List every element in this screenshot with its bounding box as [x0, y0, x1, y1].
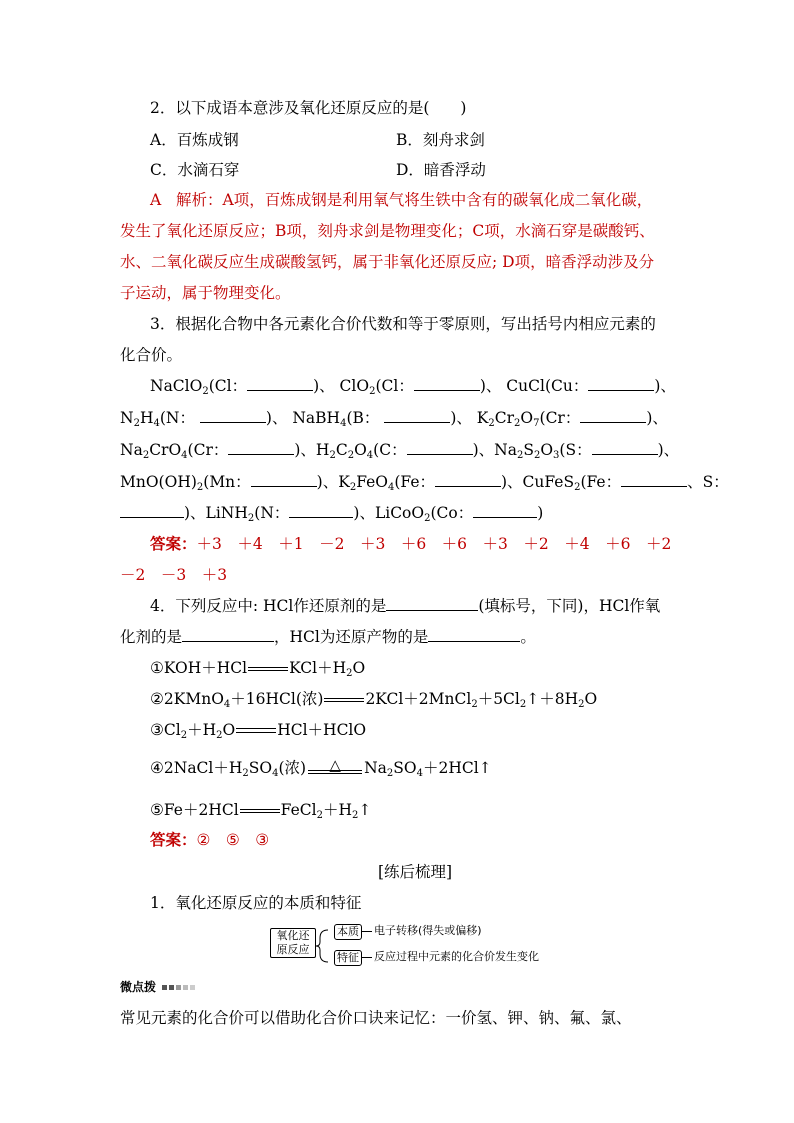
tip-square-icon — [183, 985, 188, 990]
q3-formula-row1: NaClO$_2$(Cl： )、 ClO$_2$(Cl： )、 CuCl(Cu： )、 — [150, 377, 676, 397]
heat-condition-icon: △ — [306, 759, 364, 779]
q4-reaction-4: $④2NaCl+H_2SO_4$(浓) △ $Na_2SO_4+2HCl↑$ — [150, 756, 492, 779]
q2-option-a: A．百炼成钢 — [150, 131, 239, 149]
tip-text: 常见元素的化合价可以借助化合价口诀来记忆：一价氢、钾、钠、氟、氯、 — [120, 1009, 632, 1027]
q2-option-c: C．水滴石穿 — [150, 161, 240, 179]
q3-answer-label: 答案： — [150, 534, 197, 553]
q4-answer — [150, 830, 269, 850]
q2-option-d: D．暗香浮动 — [396, 161, 486, 179]
q4-stem-part4: ，HCl为还原产物的是 — [274, 628, 429, 646]
q3-answer-line2: －2 －3 ＋3 — [120, 566, 228, 584]
tip-square-icon — [162, 985, 167, 990]
q4-reaction-5: ⑤Fe＋2HCl $FeCl_2+H_2↑$ — [150, 801, 372, 821]
q4-reaction-3: $③Cl_2+H_2O$ HCl＋HClO — [150, 721, 367, 741]
diagram-essence-desc: 电子转移(得失或偏移) — [374, 924, 482, 937]
diagram-feature-desc: 反应过程中元素的化合价发生变化 — [374, 950, 539, 963]
q2-answer-letter: A — [150, 191, 162, 209]
tip-label: 微点拨 — [120, 980, 157, 994]
q4-stem-line1 — [150, 596, 660, 616]
q3-answer-values-1: ＋3 ＋4 ＋1 －2 ＋3 ＋6 ＋6 ＋3 ＋2 ＋4 ＋6 ＋2 — [196, 535, 672, 553]
diagram-root-line1: 氧化还 — [276, 929, 310, 942]
q2-analysis-text-1: ：A项，百炼成钢是利用氧气将生铁中含有的碳氧化成二氧化碳， — [207, 191, 653, 209]
q3-formula-row4: $MnO(OH)_2(Mn$： )、$K_2FeO_4(Fe$： )、CuFeS$_2$(Fe： 、S： — [120, 473, 729, 493]
diagram-feature-connector — [362, 957, 372, 958]
q2-analysis-line3: 水、二氧化碳反应生成碳酸氢钙，属于非氧化还原反应; D项，暗香浮动涉及分 — [120, 253, 655, 271]
diagram-brace-icon — [314, 924, 336, 968]
tip-square-icon — [176, 985, 181, 990]
q4-stem-part1: 4．下列反应中: HCl作还原剂的是 — [150, 597, 387, 615]
q4-reaction-1: ①KOH＋HCl $KCl+H_2O$ — [150, 659, 366, 679]
diagram-essence-connector — [362, 931, 372, 932]
q4-answer-values: ② ⑤ ③ — [196, 831, 270, 849]
review-title: [练后梳理] — [378, 863, 453, 881]
tip-header — [120, 978, 195, 995]
q3-stem-line2: 化合价。 — [120, 346, 183, 364]
diagram-feature-box: 特征 — [334, 950, 362, 966]
q2-analysis-line2: 发生了氧化还原反应；B项，刻舟求剑是物理变化；C项，水滴石穿是碳酸钙、 — [120, 222, 655, 240]
q4-stem-part5: 。 — [520, 628, 536, 646]
q3-stem-line1: 3．根据化合物中各元素化合价代数和等于零原则，写出括号内相应元素的 — [150, 315, 656, 333]
q2-analysis-line4: 子运动，属于物理变化。 — [120, 284, 291, 302]
q4-stem-part2: (填标号，下同)，HCl作氧 — [478, 597, 661, 615]
q3-formula-row3: $Na_2CrO_4(Cr$： )、$H_2C_2O_4(C$： )、$Na_2S_2O_3(S$： )、 — [120, 441, 680, 461]
diagram-essence-box: 本质 — [334, 924, 362, 940]
concept-diagram — [270, 924, 570, 968]
q3-formula-row2: $N_2H_4(N$： )、 NaBH$_4$(B： )、 $K_2Cr_2O_7(Cr$： )、 — [120, 409, 668, 429]
q4-stem-line2 — [120, 627, 536, 647]
diagram-root — [270, 928, 316, 958]
q4-stem-part3: 化剂的是 — [120, 628, 183, 646]
q3-formula-row5: )、LiNH$_2$(N： )、LiCoO$_2$(Co： ) — [120, 503, 543, 523]
diagram-root-line2: 原反应 — [276, 943, 310, 956]
q4-reaction-2: ②2KMnO$_4$＋16HCl(浓) $2KCl+2MnCl_2+5Cl_2↑+8H_2O$ — [150, 690, 598, 710]
q2-analysis-line1 — [150, 190, 652, 210]
q4-answer-label: 答案： — [150, 830, 197, 849]
review-point-1: 1．氧化还原反应的本质和特征 — [150, 894, 362, 912]
q2-stem: 2．以下成语本意涉及氧化还原反应的是( ) — [150, 99, 467, 117]
q2-option-b: B．刻舟求剑 — [396, 131, 485, 149]
q3-answer-line1 — [150, 534, 671, 554]
tip-square-icon — [169, 985, 174, 990]
tip-square-icon — [190, 985, 195, 990]
q2-analysis-label: 解析 — [175, 191, 207, 209]
